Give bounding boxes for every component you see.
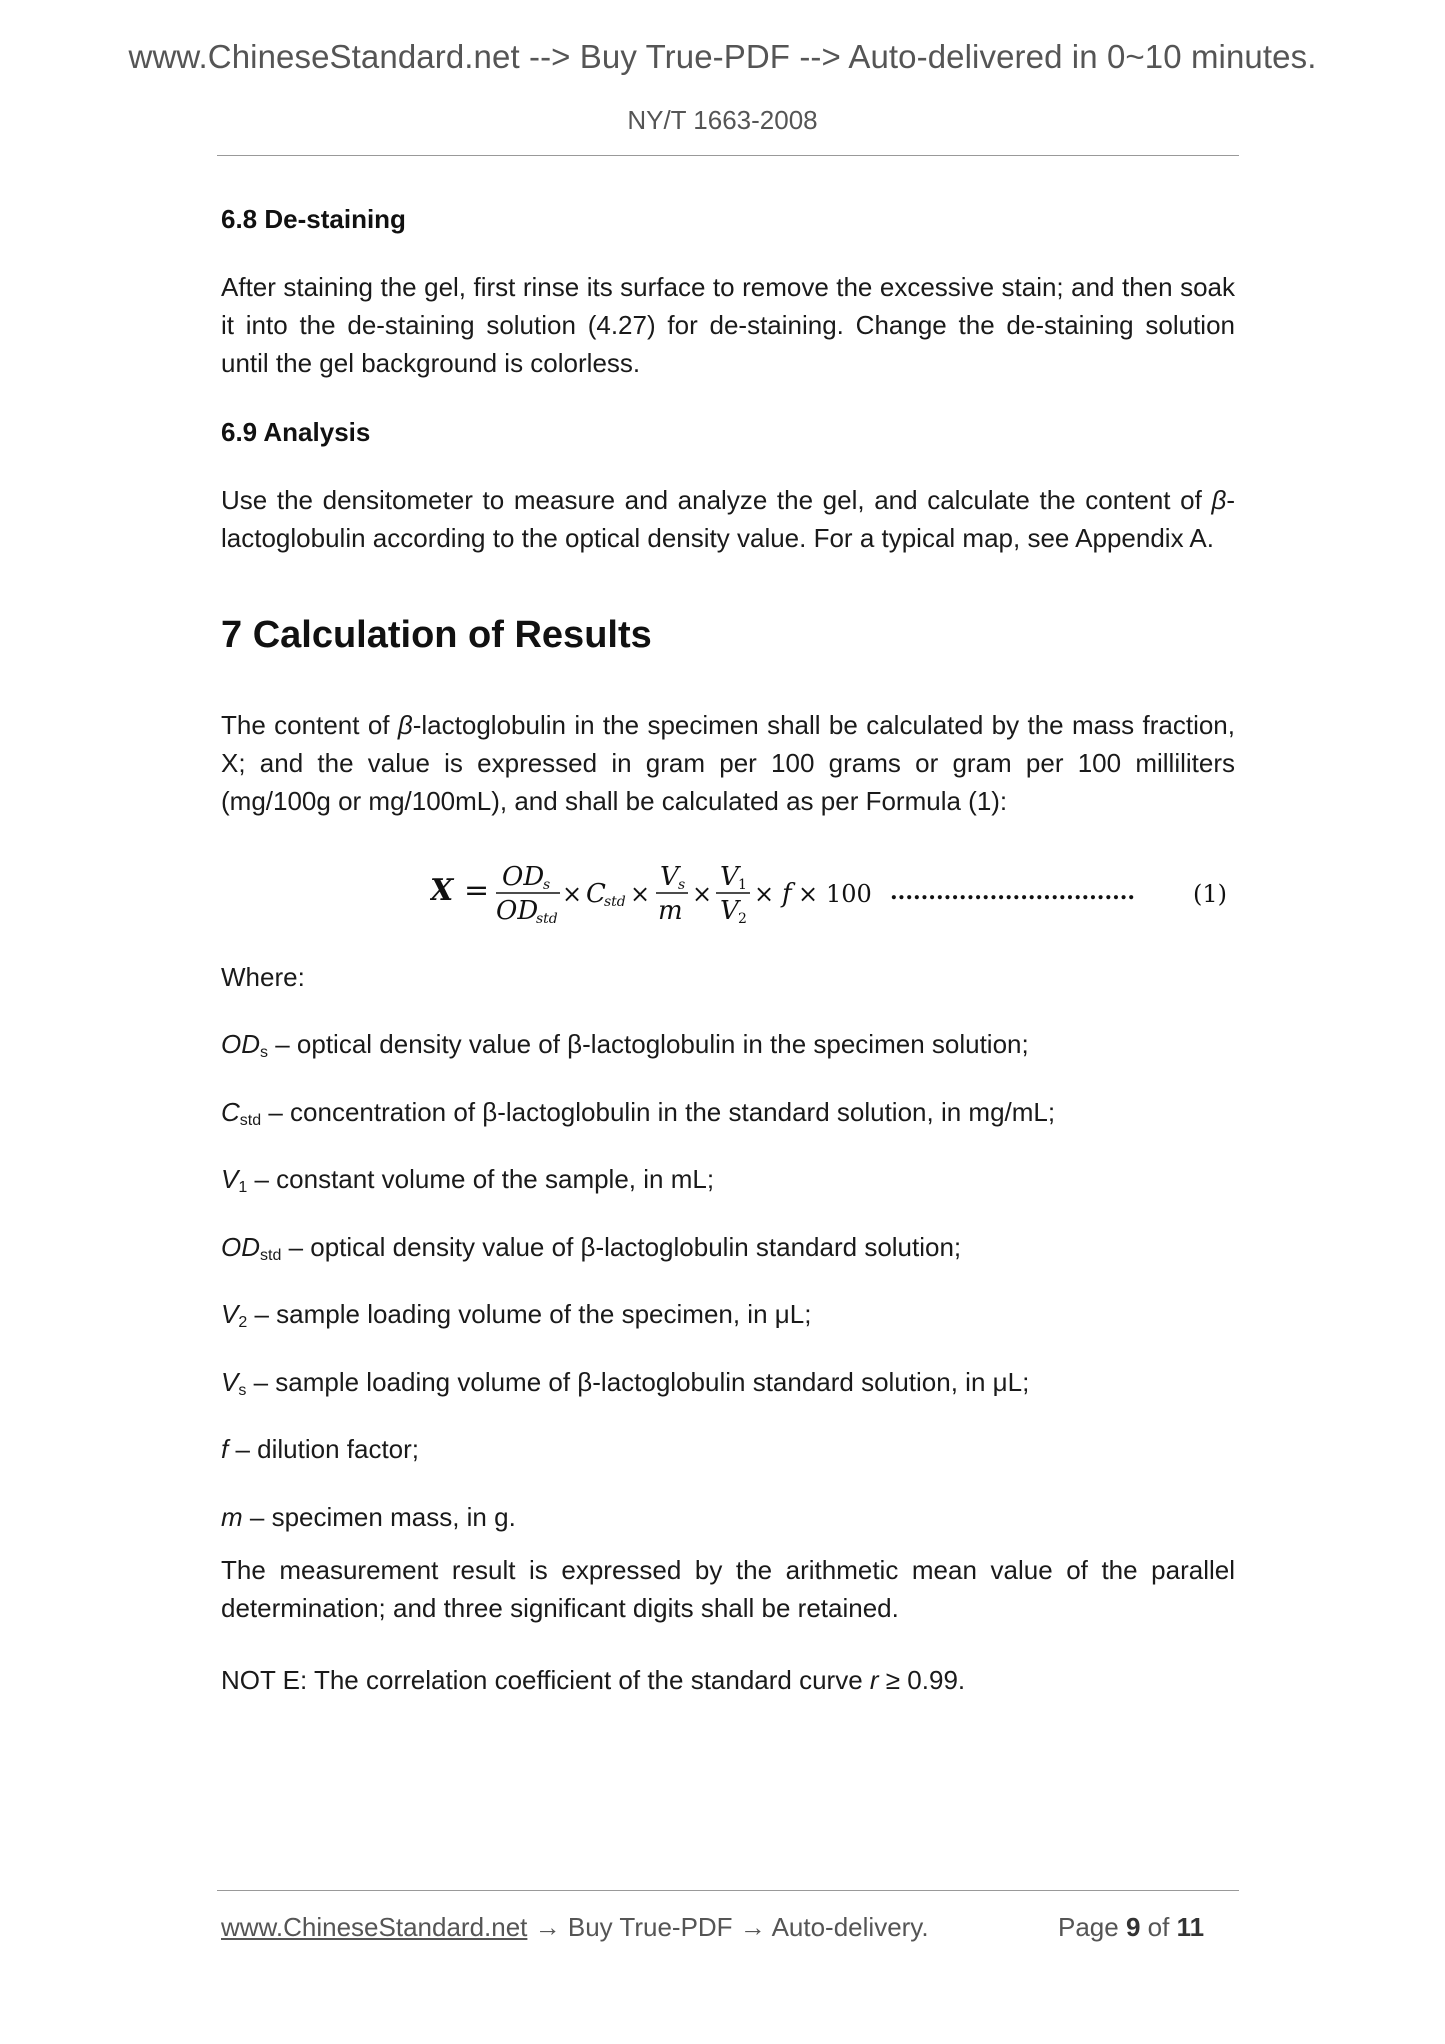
formula-v2-sub: 2: [738, 911, 747, 925]
formula-times: ×: [798, 880, 819, 908]
definition-text: – sample loading volume of β-lactoglobulin standard solution, in μL;: [246, 1367, 1030, 1397]
definition-symbol: V: [221, 1299, 239, 1329]
definition-v2: [221, 1299, 811, 1332]
definition-v1: [221, 1164, 714, 1197]
footer-text: [221, 1912, 929, 1943]
formula-f: f: [782, 879, 792, 909]
r-symbol: r: [869, 1665, 879, 1695]
text-span: -lactoglobulin in the specimen shall be calculated by the mass fraction, X; and the value is expressed in gram per 100 grams or gram per 100 milliliters (mg/100g or mg/100mL), and shall be calculated as per Formula (1):: [221, 710, 1235, 816]
formula-m: m: [658, 896, 683, 925]
formula-vs-sub: s: [678, 877, 686, 893]
page-current: 9: [1125, 1912, 1141, 1942]
text-span: -lactoglobulin according to the optical density value. For a typical map, see Appendix A.: [221, 485, 1235, 553]
formula-od-s-sub: s: [543, 877, 551, 893]
definition-subscript: 2: [238, 1314, 248, 1331]
definition-text: – concentration of β-lactoglobulin in the standard solution, in mg/mL;: [261, 1097, 1056, 1127]
formula-od-s: OD: [502, 862, 545, 892]
definition-text: – constant volume of the sample, in mL;: [247, 1164, 715, 1194]
formula-x: X: [430, 873, 454, 908]
heading-7: 7 Calculation of Results: [221, 614, 652, 656]
definition-subscript: std: [239, 1112, 262, 1129]
formula-equals: =: [464, 873, 490, 908]
formula-times: ×: [562, 880, 583, 908]
definition-symbol: C: [221, 1097, 240, 1127]
formula-v1-sub: 1: [738, 877, 747, 893]
footer-site-link[interactable]: www.ChineseStandard.net: [221, 1912, 528, 1942]
note-paragraph: [221, 1665, 965, 1696]
definition-subscript: s: [260, 1044, 268, 1061]
definition-subscript: s: [238, 1382, 247, 1399]
definition-symbol: OD: [221, 1029, 260, 1059]
formula-1: [430, 855, 1240, 925]
formula-times: ×: [754, 880, 775, 908]
formula-od-std: OD: [496, 896, 539, 925]
header-rule: [217, 155, 1239, 156]
definition-subscript: std: [260, 1247, 282, 1264]
definition-text: – sample loading volume of the specimen, in μL;: [247, 1299, 812, 1329]
definition-vs: [221, 1367, 1029, 1400]
definition-text: – optical density value of β-lactoglobulin in the specimen solution;: [268, 1029, 1029, 1059]
top-banner: www.ChineseStandard.net --> Buy True-PDF --> Auto-delivered in 0~10 minutes.: [128, 38, 1317, 75]
result-paragraph: The measurement result is expressed by the arithmetic mean value of the parallel determination; and three significant digits shall be retained.: [221, 1555, 1235, 1623]
definition-od-s: [221, 1029, 1029, 1062]
definition-symbol: m: [221, 1502, 243, 1532]
footer-rule: [217, 1890, 1239, 1891]
where-label: Where:: [221, 962, 305, 992]
paragraph-7-intro: [221, 706, 1235, 820]
paragraph-6-9: [221, 481, 1235, 557]
formula-leader: ................................: [890, 879, 1136, 905]
beta-symbol: β: [397, 710, 413, 740]
text-span: ≥ 0.99.: [878, 1665, 966, 1695]
definition-c-std: [221, 1097, 1055, 1130]
text-span: NOT E: The correlation coefficient of the standard curve: [221, 1665, 870, 1695]
formula-v1: V: [720, 862, 739, 892]
formula-svg: [430, 855, 1240, 925]
text-span: The content of: [221, 710, 398, 740]
formula-100: 100: [826, 880, 872, 908]
formula-od-std-sub: std: [536, 911, 558, 925]
formula-v2: V: [720, 896, 739, 925]
definition-text: – dilution factor;: [228, 1434, 420, 1464]
page-of: of: [1147, 1912, 1170, 1942]
footer-tagline: → Buy True-PDF → Auto-delivery.: [527, 1912, 929, 1942]
page-indicator: [1058, 1912, 1204, 1943]
definition-symbol: f: [221, 1434, 229, 1464]
page-label: Page: [1058, 1912, 1119, 1942]
definition-f: [221, 1434, 419, 1465]
heading-6-8: 6.8 De-staining: [221, 204, 406, 234]
definition-symbol: V: [221, 1367, 239, 1397]
definition-symbol: OD: [221, 1232, 260, 1262]
formula-number: (1): [1193, 880, 1227, 908]
formula-times: ×: [630, 880, 651, 908]
standard-number: NY/T 1663-2008: [627, 105, 818, 135]
page-total: 11: [1176, 1912, 1205, 1942]
text-span: Use the densitometer to measure and analyze the gel, and calculate the content of: [221, 485, 1212, 515]
paragraph-6-8: After staining the gel, first rinse its surface to remove the excessive stain; and then soak it into the de-staining solution (4.27) for de-staining. Change the de-staining solution until the gel background is colorless.: [221, 272, 1235, 378]
formula-c-sub: std: [604, 894, 626, 910]
formula-times: ×: [692, 880, 713, 908]
definition-text: – optical density value of β-lactoglobulin standard solution;: [281, 1232, 962, 1262]
definition-text: – specimen mass, in g.: [242, 1502, 516, 1532]
definition-od-std: [221, 1232, 961, 1265]
formula-vs: V: [660, 862, 679, 892]
formula-c: C: [586, 879, 606, 909]
definition-subscript: 1: [238, 1179, 248, 1196]
definition-symbol: V: [221, 1164, 239, 1194]
definition-m: [221, 1502, 516, 1533]
beta-symbol: β: [1211, 485, 1227, 515]
heading-6-9: 6.9 Analysis: [221, 417, 371, 447]
